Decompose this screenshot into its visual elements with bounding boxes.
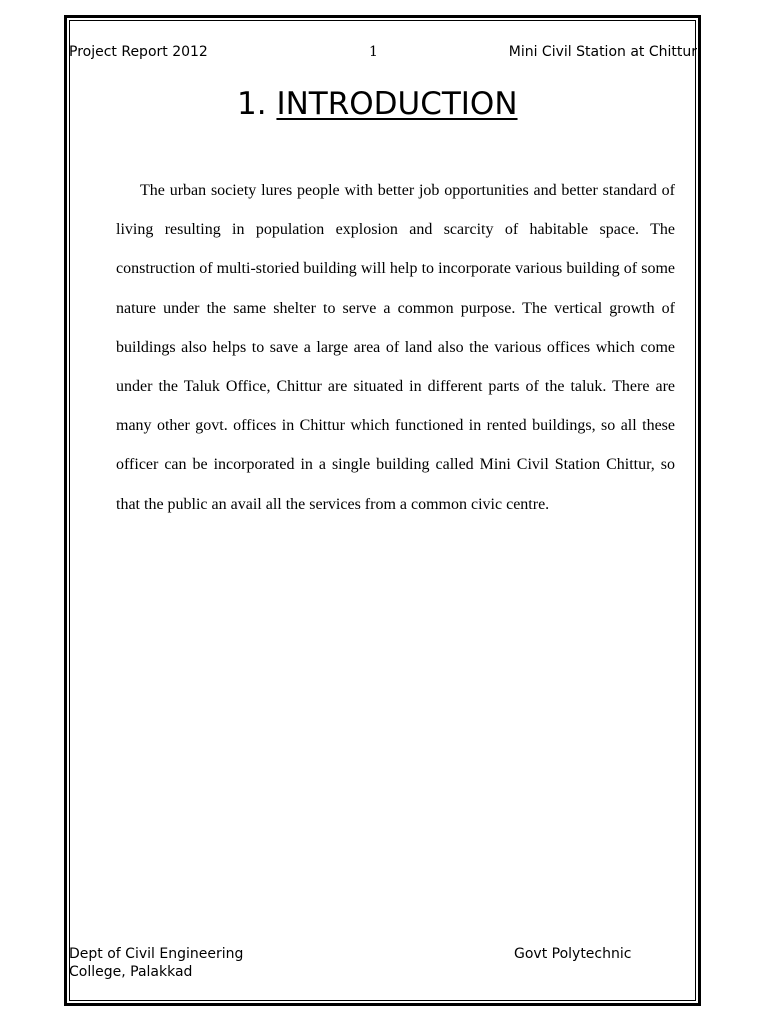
section-heading xyxy=(237,86,518,122)
section-title: INTRODUCTION xyxy=(276,86,518,122)
header-page-number: 1 xyxy=(369,44,378,60)
footer-department: Dept of Civil Engineering xyxy=(69,946,244,962)
footer-institution: Govt Polytechnic xyxy=(514,946,632,962)
footer-institution-continued: College, Palakkad xyxy=(69,964,193,980)
section-number: 1. xyxy=(237,86,267,122)
header-report-title: Project Report 2012 xyxy=(69,44,208,60)
introduction-paragraph: The urban society lures people with better job opportunities and better standard of living resulting in population explosion and scarcity of habitable space. The construction of multi-storied building will help to incorporate various building of some nature under the same shelter to serve a common purpose. The vertical growth of buildings also helps to save a large area of land also the various offices which come under the Taluk Office, Chittur are situated in different parts of the taluk. There are many other govt. offices in Chittur which functioned in rented buildings, so all these officer can be incorporated in a single building called Mini Civil Station Chittur, so that the public an avail all the services from a common civic centre. xyxy=(116,182,675,513)
header-project-name: Mini Civil Station at Chittur xyxy=(508,44,697,60)
page-header xyxy=(69,44,699,64)
